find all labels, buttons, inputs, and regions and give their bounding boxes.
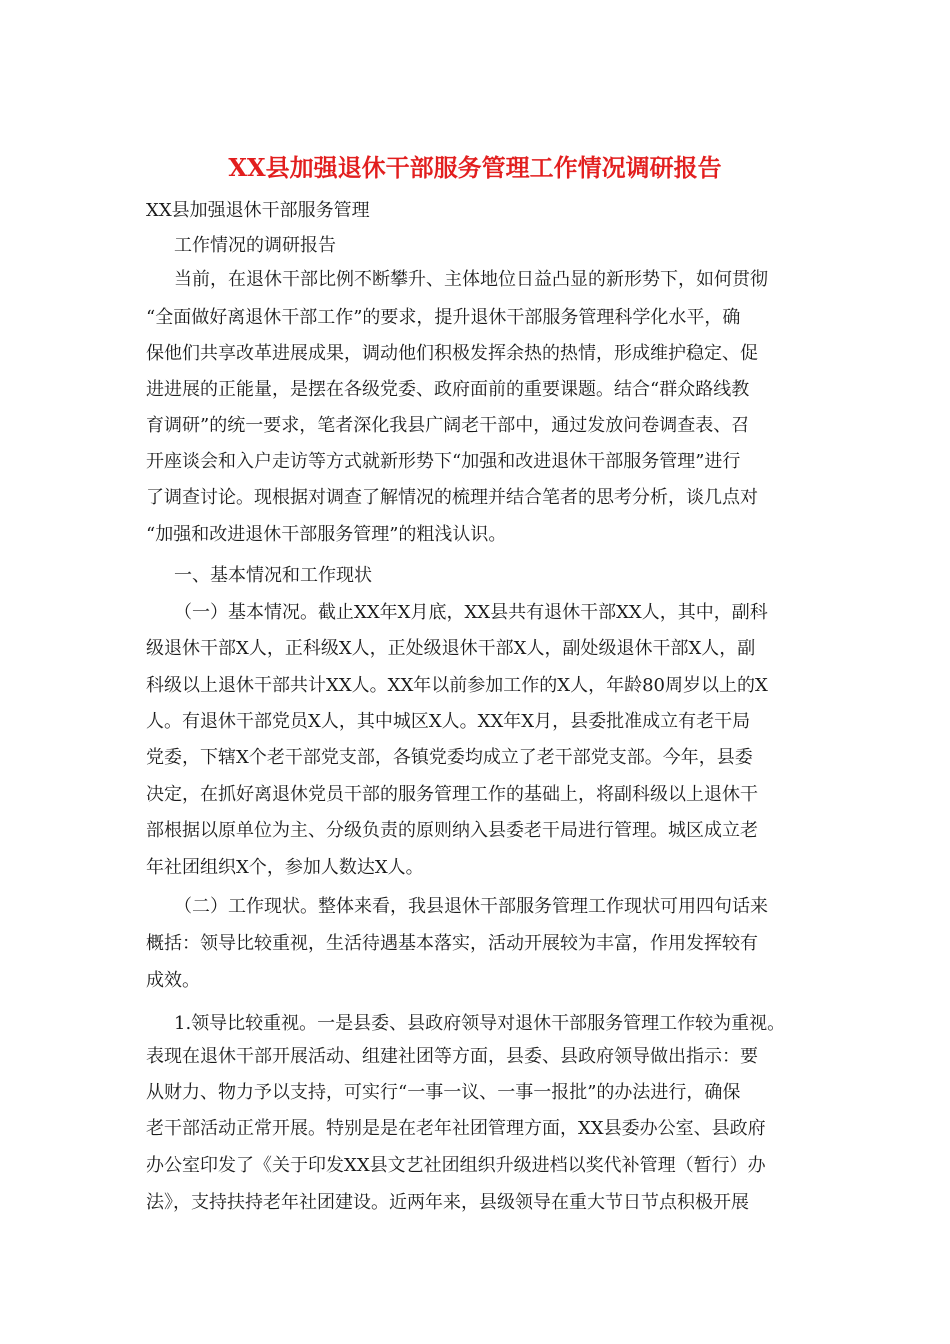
paragraph-line: 开座谈会和入户走访等方式就新形势下“加强和改进退休干部服务管理”进行 (146, 451, 741, 472)
paragraph-line: 1.领导比较重视。一是县委、县政府领导对退休干部服务管理工作较为重视。 (174, 1013, 786, 1034)
paragraph-line: （一）基本情况。截止XX年X月底，XX县共有退休干部XX人，其中，副科 (174, 602, 768, 623)
paragraph-line: 法》，支持扶持老年社团建设。近两年来，县级领导在重大节日节点积极开展 (146, 1192, 749, 1213)
paragraph-line: 党委，下辖X个老干部党支部，各镇党委均成立了老干部党支部。今年，县委 (146, 747, 753, 768)
paragraph-line: 老干部活动正常开展。特别是是在老年社团管理方面，XX县委办公室、县政府 (146, 1118, 766, 1139)
paragraph-line: 级退休干部X人，正科级X人，正处级退休干部X人，副处级退休干部X人，副 (146, 638, 756, 659)
paragraph-line: 当前，在退休干部比例不断攀升、主体地位日益凸显的新形势下，如何贯彻 (174, 269, 768, 290)
paragraph-line: 育调研”的统一要求，笔者深化我县广阔老干部中，通过发放问卷调查表、召 (146, 415, 750, 436)
paragraph-line: 办公室印发了《关于印发XX县文艺社团组织升级进档以奖代补管理（暂行）办 (146, 1155, 766, 1176)
section-heading: 一、基本情况和工作现状 (174, 565, 372, 586)
paragraph-line: 表现在退休干部开展活动、组建社团等方面，县委、县政府领导做出指示：要 (146, 1046, 758, 1067)
paragraph-line: 了调查讨论。现根据对调查了解情况的梳理并结合笔者的思考分析，谈几点对 (146, 487, 758, 508)
subtitle-line-1: XX县加强退休干部服务管理 (146, 200, 370, 221)
paragraph-line: 概括：领导比较重视，生活待遇基本落实，活动开展较为丰富，作用发挥较有 (146, 933, 758, 954)
paragraph-line: （二）工作现状。整体来看，我县退休干部服务管理工作现状可用四句话来 (174, 896, 768, 917)
paragraph-line: “加强和改进退休干部服务管理”的粗浅认识。 (146, 524, 507, 545)
paragraph-line: 人。有退休干部党员X人，其中城区X人。XX年X月，县委批准成立有老干局 (146, 711, 751, 732)
paragraph-line: 进进展的正能量，是摆在各级党委、政府面前的重要课题。结合“群众路线教 (146, 379, 750, 400)
paragraph-line: 保他们共享改革进展成果，调动他们积极发挥余热的热情，形成维护稳定、促 (146, 343, 758, 364)
paragraph-line: 年社团组织X个，参加人数达X人。 (146, 857, 424, 878)
paragraph-line: 决定，在抓好离退休党员干部的服务管理工作的基础上，将副科级以上退休干 (146, 784, 758, 805)
paragraph-line: “全面做好离退休干部工作”的要求，提升退休干部服务管理科学化水平，确 (146, 307, 741, 328)
paragraph-line: 科级以上退休干部共计XX人。XX年以前参加工作的X人，年龄80周岁以上的X (146, 675, 768, 696)
subtitle-line-2: 工作情况的调研报告 (174, 235, 336, 256)
paragraph-line: 部根据以原单位为主、分级负责的原则纳入县委老干局进行管理。城区成立老 (146, 820, 758, 841)
document-title: XX县加强退休干部服务管理工作情况调研报告 (228, 153, 722, 182)
paragraph-line: 成效。 (146, 970, 200, 991)
paragraph-line: 从财力、物力予以支持，可实行“一事一议、一事一报批”的办法进行，确保 (146, 1082, 741, 1103)
